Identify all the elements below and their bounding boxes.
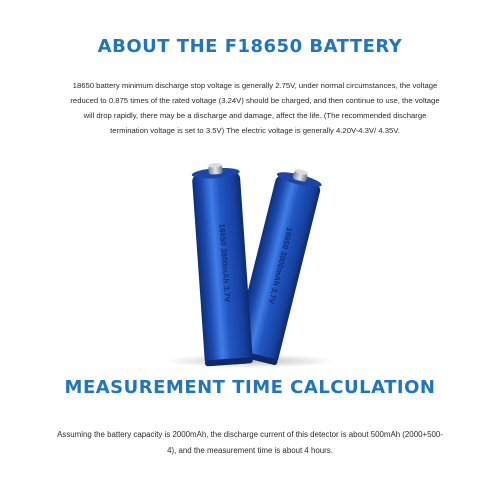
battery-left-label: 18650 3800mAh 3.7V <box>217 223 232 303</box>
battery-product-image <box>150 155 350 370</box>
battery-right-label: 18650 3800mAh 3.7V <box>266 226 295 305</box>
section-title-about-battery: ABOUT THE F18650 BATTERY <box>97 36 403 57</box>
measurement-time-description: Assuming the battery capacity is 2000mAh, the discharge current of this detector is about 500mAh (2000+500-4), and the measurement time is about 4 hours. <box>57 430 443 455</box>
battery-left <box>191 161 253 366</box>
section-title-measurement-time: MEASUREMENT TIME CALCULATION <box>64 377 436 398</box>
about-battery-description: 18650 battery minimum discharge stop voltage is generally 2.75V, under normal circumstances, the voltage reduced to 0.875 times of the rated voltage (3.24V) should be charged, and then continue to use, the voltage will drop rapidly, there may be a discharge and damage, affect the life. (The recommended discharge termination voltage is set to 3.5V) The electric voltage is generally 4.20V-4.3V/ 4.35V. <box>70 81 440 135</box>
